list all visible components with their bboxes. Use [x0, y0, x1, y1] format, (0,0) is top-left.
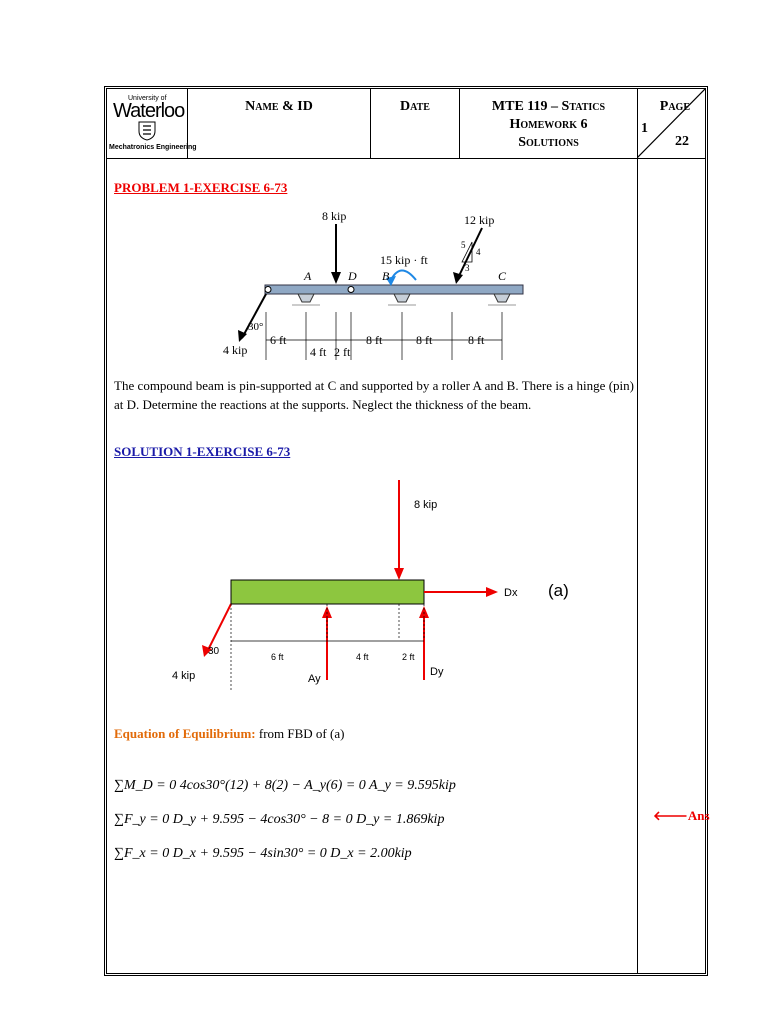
logo-university: University of [128, 95, 167, 102]
svg-text:4: 4 [476, 247, 481, 257]
page-total: 22 [675, 134, 689, 149]
fbd-tag: (a) [548, 581, 569, 600]
svg-text:4 ft: 4 ft [356, 652, 369, 662]
svg-text:Dx: Dx [504, 587, 518, 599]
svg-text:6 ft: 6 ft [270, 333, 287, 347]
svg-text:30°: 30° [248, 321, 264, 333]
svg-text:A: A [304, 269, 312, 283]
svg-text:8 kip: 8 kip [414, 499, 438, 511]
page-label: Page [659, 99, 690, 114]
equilibrium-heading: Equation of Equilibrium: from FBD of (a) [114, 726, 345, 741]
date-label: Date [400, 99, 430, 114]
equation-force-x: ∑F_x = 0 D_x + 9.595 − 4sin30° = 0 D_x = 2.00kip [114, 846, 412, 861]
svg-text:Ay: Ay [308, 673, 321, 685]
crest-icon [138, 121, 156, 141]
problem-figure [210, 200, 540, 365]
svg-text:C: C [498, 269, 507, 283]
svg-text:30: 30 [208, 646, 220, 657]
svg-text:8 ft: 8 ft [416, 333, 433, 347]
page-number: 1 [641, 121, 648, 136]
answer-marker: 🡐Ans [653, 808, 710, 823]
svg-text:B: B [382, 269, 390, 283]
svg-text:Dy: Dy [430, 666, 444, 678]
svg-text:6 ft: 6 ft [271, 652, 284, 662]
logo-department: Mechatronics Engineering [109, 144, 197, 151]
svg-text:8 ft: 8 ft [468, 333, 485, 347]
answer-column-divider [637, 158, 638, 974]
svg-text:5: 5 [461, 240, 466, 250]
svg-text:4 ft: 4 ft [310, 345, 327, 359]
solution-title: SOLUTION 1-EXERCISE 6-73 [114, 444, 291, 459]
course-title: MTE 119 – Statics Homework 6 Solutions [491, 99, 606, 150]
svg-text:2 ft: 2 ft [402, 652, 415, 662]
name-id-label: Name & ID [245, 99, 313, 114]
load-4-label: 4 kip [223, 343, 248, 357]
free-body-diagram [160, 480, 620, 695]
equation-force-y: ∑F_y = 0 D_y + 9.595 − 4cos30° − 8 = 0 D_y = 1.869kip [114, 812, 445, 827]
problem-statement: The compound beam is pin-supported at C and supported by a roller A and B. There is a hinge (pin) at D. Determine the reactions at the supports. Neglect the thickness of the beam. [114, 378, 634, 412]
svg-text:2 ft: 2 ft [334, 345, 351, 359]
load-12-label: 12 kip [464, 213, 495, 227]
svg-text:8 ft: 8 ft [366, 333, 383, 347]
svg-text:4 kip: 4 kip [172, 670, 196, 682]
svg-text:D: D [348, 269, 357, 283]
moment-label: 15 kip · ft [380, 253, 428, 267]
equation-moment-d: ∑M_D = 0 4cos30°(12) + 8(2) − A_y(6) = 0 A_y = 9.595kip [114, 778, 456, 793]
logo-waterloo: Waterloo [113, 100, 185, 122]
problem-title: PROBLEM 1-EXERCISE 6-73 [114, 180, 288, 195]
svg-text:3: 3 [465, 263, 470, 273]
load-8-label: 8 kip [322, 209, 347, 223]
